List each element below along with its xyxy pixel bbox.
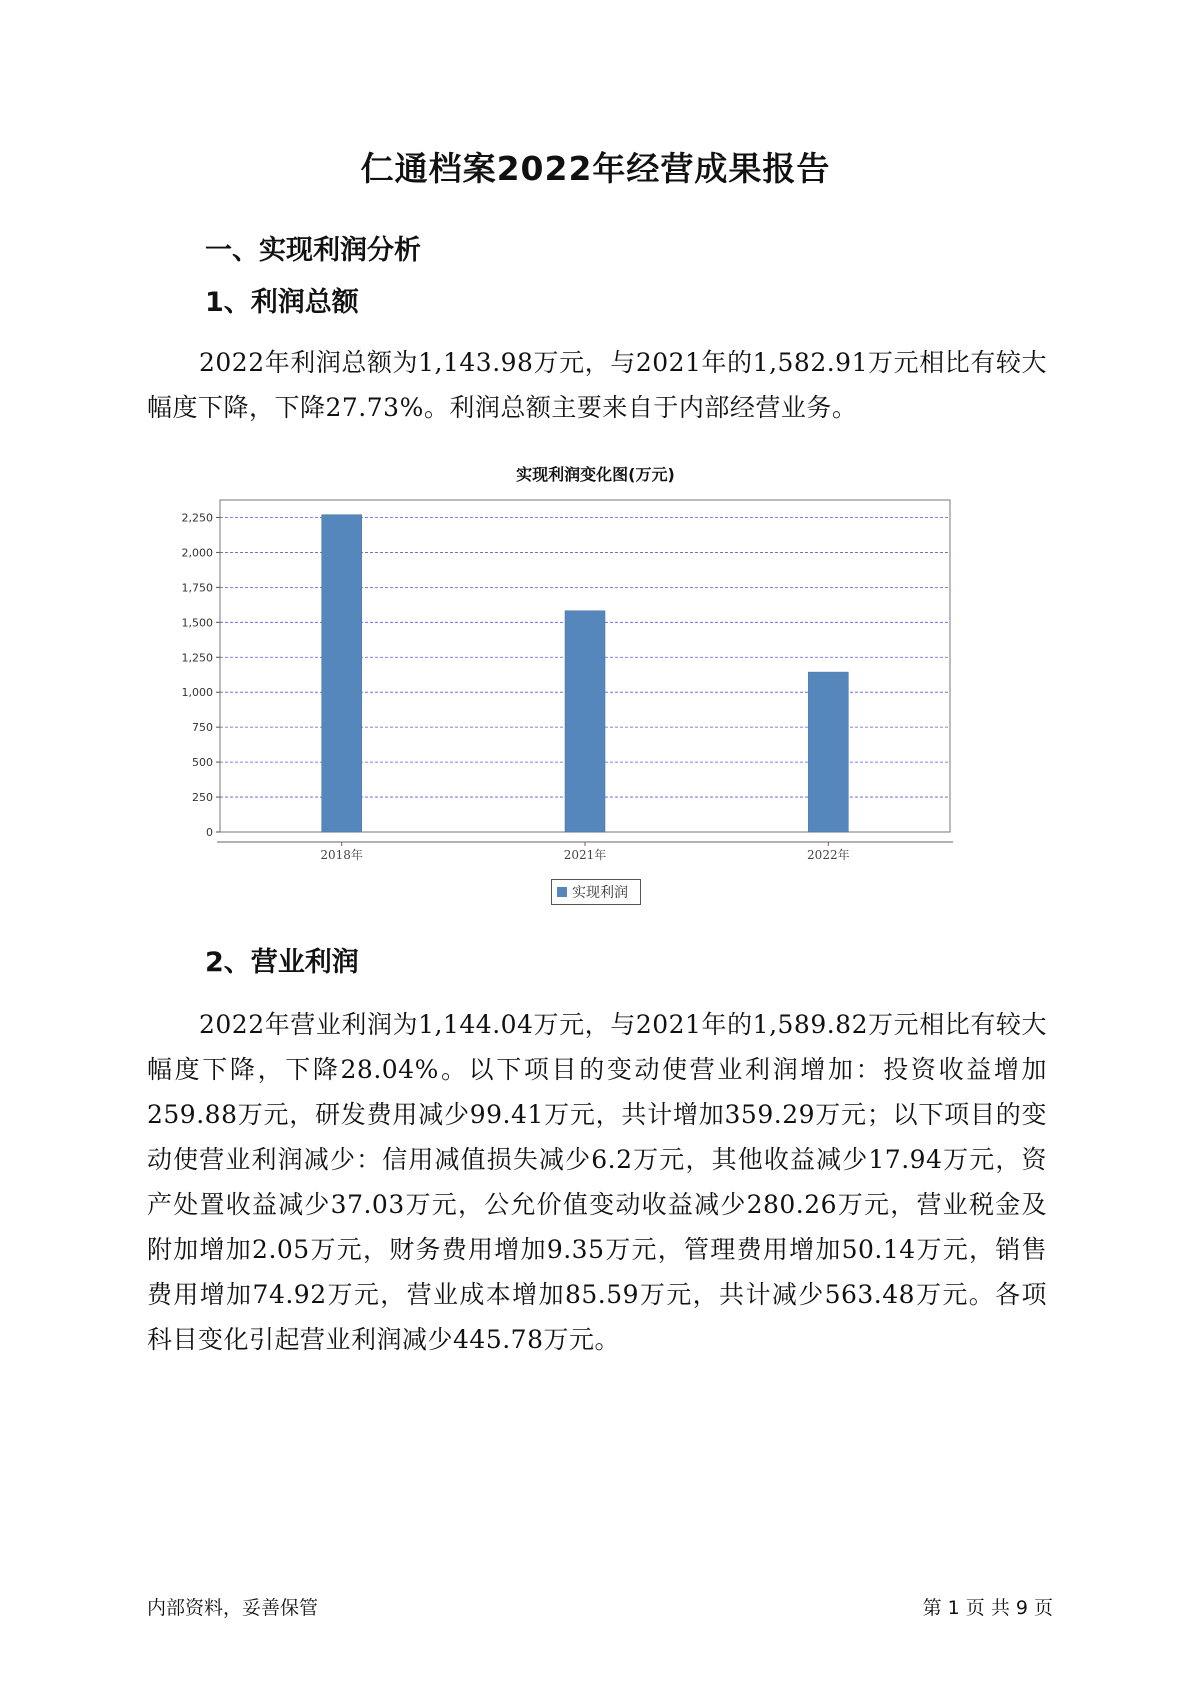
- legend-swatch: [557, 887, 567, 897]
- y-tick-label: 1,000: [181, 686, 213, 700]
- y-tick-label: 1,500: [181, 616, 213, 630]
- y-tick-label: 250: [192, 791, 213, 805]
- subheading-total-profit: 1、利润总额: [205, 287, 359, 318]
- chart-plot-area: [182, 500, 954, 862]
- chart-legend: [551, 879, 641, 905]
- subheading-operating-profit: 2、营业利润: [205, 947, 359, 978]
- x-tick-label: 2018年: [320, 848, 363, 862]
- legend-label: 实现利润: [572, 885, 628, 901]
- footer-page-number: 第 1 页 共 9 页: [922, 1597, 1053, 1619]
- bar-2: [565, 611, 605, 832]
- paragraph-total-profit: 2022年利润总额为1,143.98万元，与2021年的1,582.91万元相比有较大幅度下降，下降27.73%。利润总额主要来自于内部经营业务。: [147, 348, 1047, 422]
- bar-1: [322, 515, 362, 832]
- y-tick-label: 2,000: [181, 546, 213, 560]
- page-title: 仁通档案2022年经营成果报告: [360, 149, 831, 188]
- section-heading-profit-analysis: 一、实现利润分析: [205, 235, 421, 266]
- y-tick-label: 500: [192, 756, 213, 770]
- profit-bar-chart: [160, 490, 960, 862]
- y-tick-label: 1,250: [181, 651, 213, 665]
- x-tick-label: 2022年: [807, 848, 850, 862]
- footer-confidential-note: 内部资料，妥善保管: [147, 1597, 319, 1619]
- paragraph-operating-profit: 2022年营业利润为1,144.04万元，与2021年的1,589.82万元相比有较大幅度下降，下降28.04%。以下项目的变动使营业利润增加：投资收益增加259.88万元，研发费用减少99.41万元，共计增加359.29万元；以下项目的变动使营业利润减少：信用减值损失减少6.2万元，其他收益减少17.94万元，资产处置收益减少37.03万元，公允价值变动收益减少280.26万元，营业税金及附加增加2.05万元，财务费用增加9.35万元，管理费用增加50.14万元，销售费用增加74.92万元，营业成本增加85.59万元，共计减少563.48万元。各项科目变化引起营业利润减少445.78万元。: [147, 1010, 1047, 1354]
- chart-title: 实现利润变化图(万元): [516, 465, 675, 484]
- y-tick-label: 1,750: [181, 581, 213, 595]
- x-tick-label: 2021年: [563, 848, 607, 862]
- y-tick-label: 0: [206, 826, 213, 839]
- y-tick-label: 2,250: [181, 511, 213, 525]
- bar-3: [808, 672, 848, 832]
- y-tick-label: 750: [192, 721, 213, 735]
